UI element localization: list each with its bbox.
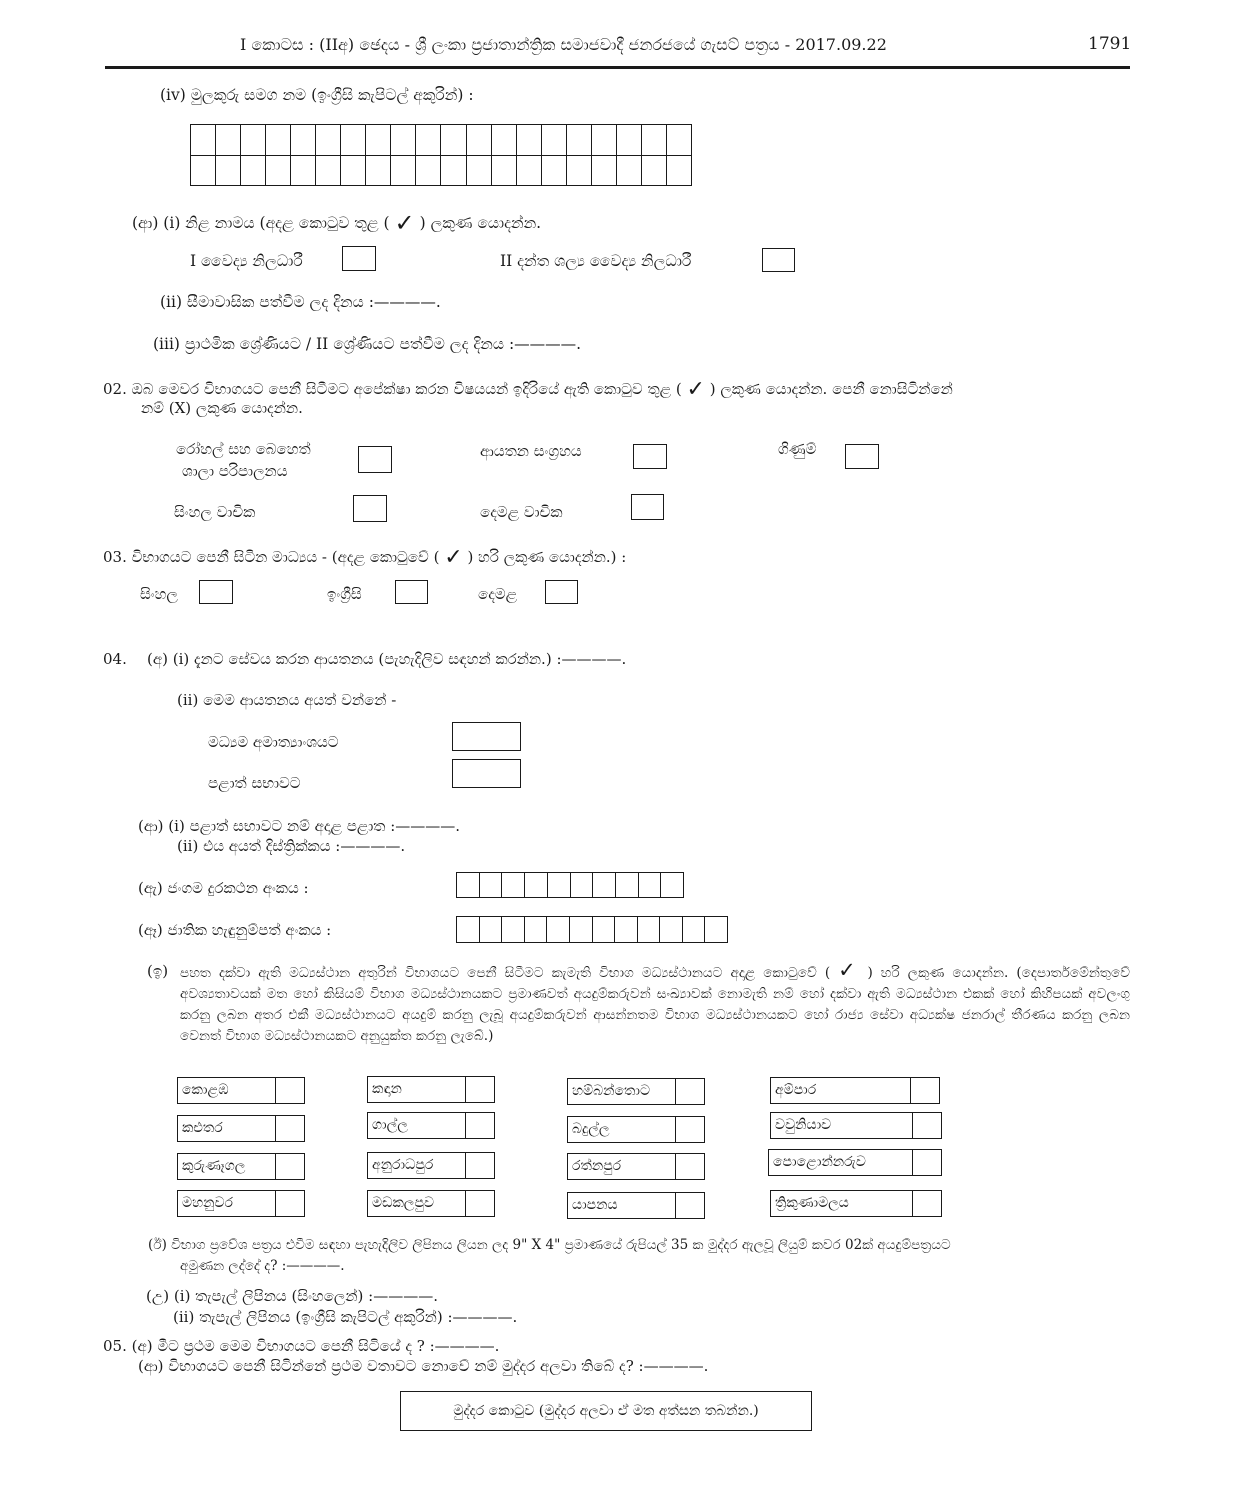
exam-centre-tick-box[interactable] [675, 1154, 704, 1179]
page-number: 1791 [1088, 34, 1132, 54]
exam-centre-tick-box[interactable] [465, 1153, 494, 1178]
exam-centre-tick-box[interactable] [675, 1117, 704, 1142]
label-designation [132, 209, 541, 238]
medium-english-checkbox[interactable] [395, 580, 428, 604]
envelope-question-line1: (ඊ) විභාග ප්‍රවේශ පත්‍රය එවීම සඳහා පැහැදිලිව ලිපිනය ලියන ලද 9" X 4" ප්‍රමාණයේ රුපියල් 35 ක මුද්දර ඇලවූ ලියුම් කවර 02ක් අයදුම්පත්‍රයට [148, 1237, 951, 1253]
establishments-code-checkbox[interactable] [633, 444, 667, 469]
accounts-checkbox[interactable] [845, 444, 879, 469]
tick-mark-icon: ✓ [394, 209, 415, 237]
exam-centre-galle[interactable] [367, 1112, 495, 1139]
exam-centre-tick-box[interactable] [465, 1077, 494, 1102]
tick-mark-icon: ✓ [838, 958, 860, 982]
stamp-box-label: මුද්දර කොටුව (මුද්දර අලවා ඒ මත අත්සන තබන්න.) [453, 1403, 759, 1419]
exam-centre-tick-box[interactable] [275, 1191, 304, 1216]
envelope-question-line2: අමුණන ලද්දේ ද? :————. [180, 1258, 345, 1274]
label-initials-name: (iv) මුලකුරු සමග නම (ඉංග්‍රීසි කැපිටල් අකුරින්) : [160, 86, 474, 104]
medium-english: ඉංග්‍රීසි [327, 585, 362, 603]
mobile-number-grid[interactable] [456, 872, 684, 898]
exam-centre-instructions [180, 960, 1130, 1047]
exam-centre-ampara[interactable] [770, 1077, 940, 1104]
option-medical-officer: I වෛද්‍ය නිලධාරී [190, 252, 303, 270]
exam-centre-label: කොළඹ [182, 1082, 229, 1098]
medium-tamil-checkbox[interactable] [545, 580, 578, 604]
exam-centre-jaffna[interactable] [567, 1192, 705, 1219]
exam-centre-tick-box[interactable] [675, 1079, 704, 1104]
subject-accounts: ගිණුම් [778, 440, 817, 458]
dental-surgeon-checkbox[interactable] [762, 248, 795, 272]
option-central-ministry: මධ්‍යම අමාත්‍යාංශයට [208, 733, 339, 751]
exam-centre-label: අනුරාධපුර [372, 1157, 434, 1173]
exam-centre-tick-box[interactable] [465, 1191, 494, 1216]
gazette-header: I කොටස : (IIඅ) ඡෙදය - ශ්‍රී ලංකා ප්‍රජාතාන්ත්‍රික සමාජවාදී ජනරජයේ ගැසට් පත්‍රය - 2017.09.22 [240, 35, 887, 54]
subject-sinhala-oral: සිංහල වාචික [174, 503, 256, 521]
exam-centre-label: හම්බන්තොට [572, 1083, 651, 1099]
nic-number-label: (ඈ) ජාතික හැඳුනුම්පත් අංකය : [138, 921, 332, 939]
institution-belongs-label: (ii) මෙම ආයතනය අයත් වන්නේ - [177, 691, 397, 709]
subject-establishments-code: ආයතන සංග්‍රහය [480, 442, 582, 460]
exam-centre-label: කුරුණෑගල [182, 1158, 246, 1174]
header-rule [105, 66, 1130, 69]
central-ministry-checkbox[interactable] [452, 722, 521, 751]
section-03-text-end: ) හරි ලකුණ යොදන්න.) : [467, 548, 627, 566]
medium-tamil: දෙමළ [478, 585, 518, 603]
exam-centre-batticaloa[interactable] [367, 1190, 495, 1217]
exam-centre-kandy[interactable] [177, 1190, 305, 1217]
section-02-line2: නම් (X) ලකුණ යොදන්න. [141, 399, 303, 417]
exam-centre-anuradhapura[interactable] [367, 1152, 495, 1179]
sinhala-oral-checkbox[interactable] [353, 495, 387, 522]
stamp-box[interactable] [400, 1391, 812, 1431]
medium-sinhala: සිංහල [140, 585, 178, 603]
mobile-number-label: (ඇ) ජංගම දුරකථන අංකය : [138, 879, 309, 897]
exam-centre-ratnapura[interactable] [567, 1153, 705, 1180]
exam-centre-tick-box[interactable] [275, 1078, 304, 1103]
exam-centre-trincomalee[interactable] [770, 1190, 942, 1217]
exam-centre-tick-box[interactable] [275, 1116, 304, 1141]
exam-centre-label: අම්පාර [775, 1082, 817, 1098]
exam-centre-label: කඳාන [372, 1081, 402, 1097]
exam-centre-label: කළුතර [182, 1120, 223, 1136]
provincial-council-checkbox[interactable] [452, 759, 521, 788]
exam-centre-text-end: ) හරි ලකුණ යොදන්න. (දෙපාර්තමේන්තුවේ අවශ්‍යතාවයක් මත හෝ කිසියම් විභාග මධ්‍යස්ථානයකට ප්‍රමාණවත් අයදුම්කරුවන් සංඛ්‍යාවක් නොමැති නම් හෝ දක්වා ඇති මධ්‍යස්ථාන එකක් හෝ කිහිපයක් අවලංගු කරනු ලබන අතර එකී මධ්‍යස්ථානයට අයදුම් කරනු ලැබූ අයදුම්කරුවන් ආසන්නතම විභාග මධ්‍යස්ථානයකට හෝ රාජ්‍ය සේවා අධ්‍යක්ෂ ජනරාල් තීරණය කරනු ලබන වෙනත් විභාග මධ්‍යස්ථානයකට අනුයුක්ත කරනු ලැබේ.) [180, 965, 1130, 1044]
subject-hospital-admin-a: රෝහල් සහ බෙහෙත් [176, 440, 311, 458]
exam-centre-label: ගාල්ල [372, 1117, 408, 1133]
tick-mark-icon: ✓ [444, 545, 463, 570]
exam-centre-label: බදුල්ල [572, 1121, 610, 1137]
sat-before-line: 05. (අ) මීට ප්‍රථම මෙම විභාගයට පෙනී සිටියේ ද ? :————. [103, 1337, 500, 1355]
exam-centre-label: මහනුවර [182, 1195, 233, 1211]
internship-date-line: (ii) සීමාවාසික පත්වීම ලද දිනය :————. [160, 293, 441, 311]
exam-centre-label: යාපනය [572, 1197, 618, 1213]
option-dental-surgeon: II දන්ත ශල්‍ය වෛද්‍ය නිලධාරී [500, 252, 692, 270]
option-provincial-council: පළාත් සභාවට [208, 774, 301, 792]
exam-centre-text: පහත දක්වා ඇති මධ්‍යස්ථාන අතුරින් විභාගයට පෙනී සිටීමට කැමැති විභාග මධ්‍යස්ථානයට අදාළ කොටුවේ ( [180, 965, 831, 981]
exam-centre-colombo[interactable] [177, 1077, 305, 1104]
stamp-affixed-line: (ආ) විභාගයට පෙනී සිටින්නේ ප්‍රථම වතාවට නොවේ නම් මුද්දර අලවා තිබේ ද? :————. [138, 1357, 709, 1375]
section-02-text: 02. ඔබ මෙවර විභාගයට පෙනී සිටීමට අපේක්ෂා කරන විෂයයන් ඉදිරියේ ඇති කොටුව තුළ ( [103, 380, 682, 398]
section-02-text-end: ) ලකුණ යොදන්න. පෙනී නොසිටින්නේ [709, 380, 953, 398]
exam-centre-vavuniya[interactable] [770, 1112, 942, 1139]
exam-centre-polonnaruwa[interactable] [768, 1149, 942, 1176]
exam-centre-badulla[interactable] [567, 1116, 705, 1143]
medical-officer-checkbox[interactable] [342, 246, 376, 271]
medium-sinhala-checkbox[interactable] [199, 580, 233, 604]
exam-centre-tick-box[interactable] [912, 1150, 941, 1175]
tamil-oral-checkbox[interactable] [631, 494, 664, 520]
exam-centre-tick-box[interactable] [675, 1193, 704, 1218]
postal-address-sinhala-line: (උ) (i) තැපැල් ලිපිනය (සිංහලෙන්) :————. [146, 1287, 438, 1305]
exam-centre-tick-box[interactable] [910, 1078, 939, 1103]
province-line: (ආ) (i) පළාත් සභාවට නම් අදාළ පළාත :————. [138, 817, 461, 835]
designation-text-end: ) ලකුණ යොදන්න. [419, 214, 542, 232]
designation-text: (ආ) (i) නිළ නාමය (අදළ කොටුව තුළ ( [132, 214, 390, 232]
section-03-line [103, 545, 626, 571]
section-04-number: 04. [103, 650, 127, 668]
district-line: (ii) එය අයත් දිස්ත්‍රික්කය :————. [177, 837, 406, 855]
exam-centre-label: වවුනියාව [775, 1117, 832, 1133]
subject-tamil-oral: දෙමළ වාචික [480, 503, 563, 521]
exam-centre-label: පොළොන්නරුව [773, 1154, 866, 1170]
exam-centre-kandana[interactable] [367, 1076, 495, 1103]
exam-centre-item-label: (ඉ) [147, 962, 169, 980]
subject-hospital-admin-b: ශාලා පරිපාලනය [182, 462, 288, 480]
exam-centre-kurunegala[interactable] [177, 1153, 305, 1180]
name-letter-grid[interactable] [190, 124, 692, 186]
exam-centre-tick-box[interactable] [275, 1154, 304, 1179]
exam-centre-tick-box[interactable] [912, 1113, 941, 1138]
exam-centre-label: ත්‍රිකුණාමලය [775, 1195, 849, 1211]
nic-number-grid[interactable] [456, 916, 728, 943]
exam-centre-label: මඩකලපුව [372, 1195, 435, 1211]
grade-appointment-date-line: (iii) ප්‍රාථමික ශ්‍රේණියට / II ශ්‍රේණියට පත්වීම ලද දිනය :————. [153, 335, 582, 353]
postal-address-english-line: (ii) තැපැල් ලිපිනය (ඉංග්‍රීසි කැපිටල් අකුරින්) :————. [173, 1308, 518, 1326]
exam-centre-tick-box[interactable] [912, 1191, 941, 1216]
exam-centre-label: රත්නපුර [572, 1158, 622, 1174]
hospital-admin-checkbox[interactable] [358, 446, 392, 473]
exam-centre-tick-box[interactable] [465, 1113, 494, 1138]
tick-mark-icon: ✓ [686, 377, 705, 402]
exam-centre-hambantota[interactable] [567, 1078, 705, 1105]
exam-centre-kalutara[interactable] [177, 1115, 305, 1142]
section-03-text: 03. විභාගයට පෙනී සිටින මාධ්‍යය - (අදළ කොටුවේ ( [103, 548, 440, 566]
current-institution-line: (අ) (i) දැනට සේවය කරන ආයතනය (පැහැදිලිව සඳහන් කරන්න.) :————. [147, 650, 627, 668]
